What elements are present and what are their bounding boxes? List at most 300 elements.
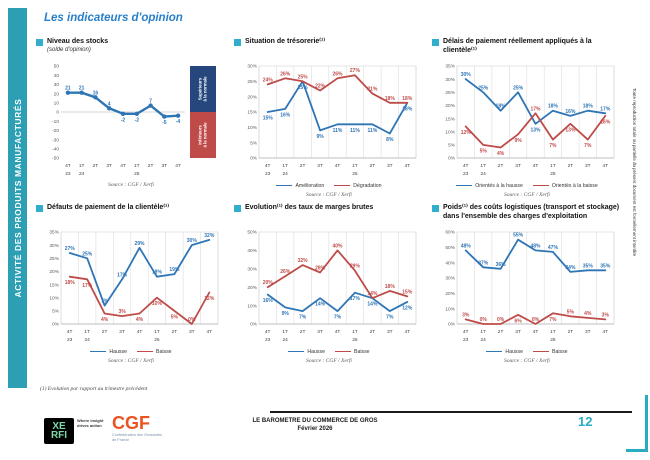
svg-text:-20: -20 (52, 129, 59, 135)
svg-text:4T: 4T (136, 330, 143, 335)
svg-text:4T: 4T (206, 330, 213, 335)
svg-text:25%: 25% (49, 257, 59, 262)
data-label: 48% (460, 243, 471, 250)
data-label: 7% (549, 143, 557, 150)
data-label: 13% (530, 127, 541, 134)
data-label: 25% (297, 74, 308, 81)
data-label: 18% (384, 95, 395, 102)
legend-label: Orientés à la baisse (551, 182, 598, 189)
data-label: 0% (496, 317, 505, 323)
data-label: -2 (134, 117, 140, 124)
svg-text:50%: 50% (247, 230, 257, 236)
data-label: 17% (117, 272, 128, 279)
corner-accent-horizontal (626, 449, 648, 452)
data-label: 5% (170, 314, 179, 321)
svg-text:23: 23 (65, 172, 71, 177)
svg-text:60%: 60% (445, 230, 455, 236)
svg-text:23: 23 (67, 338, 73, 343)
svg-text:35%: 35% (445, 64, 455, 70)
data-label: 35% (582, 263, 593, 270)
svg-text:4T: 4T (532, 330, 539, 335)
data-label: 18% (582, 103, 593, 110)
svg-text:2T: 2T (101, 330, 108, 335)
footnote: (1) Evolution par rapport au trimestre précédent (40, 386, 148, 392)
data-label: 12% (402, 305, 413, 312)
legend-line-icon (533, 185, 549, 187)
chart-canvas (432, 60, 617, 180)
chart-header (36, 38, 226, 60)
legend-line-icon (456, 185, 472, 187)
svg-text:4T: 4T (462, 330, 469, 335)
legend-label: Amélioration (295, 182, 325, 189)
series-line (268, 81, 408, 133)
chart-source: Source : CGF / Xerfi (504, 192, 550, 198)
chart-plot (234, 60, 424, 180)
footer-divider (270, 411, 632, 413)
legend-item (486, 349, 523, 355)
legend-label: Hausse (109, 348, 127, 355)
data-label: 10% (151, 301, 162, 308)
xerfi-logo-bottom: RFI (50, 430, 68, 441)
legend-label: Dégradation (353, 182, 382, 189)
data-label: 18% (151, 269, 162, 276)
svg-text:23: 23 (463, 172, 469, 177)
svg-text:15%: 15% (445, 117, 455, 123)
legend-label: Baisse (354, 348, 370, 355)
svg-text:3T: 3T (119, 330, 125, 335)
chart-canvas (432, 226, 617, 346)
chart-bullet-icon (432, 39, 439, 46)
data-label: 7% (333, 314, 342, 321)
data-label: 26% (332, 71, 343, 78)
chart-legend (234, 181, 424, 190)
data-label: 21 (78, 85, 85, 92)
data-label: 3% (601, 312, 609, 319)
data-label: -5 (162, 120, 167, 127)
data-label: 12% (460, 130, 471, 136)
chart-header (36, 204, 226, 226)
svg-text:3T: 3T (188, 330, 195, 335)
data-label: 4% (135, 317, 144, 323)
svg-text:30%: 30% (49, 243, 59, 249)
data-label: 21 (65, 85, 71, 92)
svg-text:3T: 3T (386, 164, 393, 169)
svg-text:1T: 1T (154, 330, 160, 335)
svg-text:3T: 3T (386, 330, 393, 335)
svg-text:4T: 4T (602, 330, 609, 335)
xerfi-logo-top: XE (52, 420, 66, 432)
svg-text:2T: 2T (299, 164, 306, 169)
svg-text:2T: 2T (171, 330, 178, 335)
svg-text:0: 0 (56, 110, 59, 116)
chart-plot (432, 60, 622, 180)
chart-legend (432, 347, 622, 356)
chart-bullet-icon (36, 205, 43, 212)
svg-text:-50: -50 (52, 156, 59, 162)
data-label: 30% (186, 238, 197, 245)
data-label: 11% (367, 127, 378, 134)
svg-text:4T: 4T (532, 164, 539, 169)
legend-label: Hausse (505, 348, 523, 355)
svg-text:25: 25 (134, 172, 140, 177)
data-label: 16% (565, 108, 576, 115)
data-label: 4% (496, 151, 505, 157)
svg-text:4T: 4T (334, 330, 341, 335)
data-label: 18% (64, 280, 75, 287)
chart-plot (36, 60, 226, 180)
data-label: 0% (531, 317, 540, 323)
chart-header (234, 38, 424, 60)
svg-text:2T: 2T (497, 330, 504, 335)
svg-text:1T: 1T (282, 330, 289, 335)
svg-text:3T: 3T (317, 164, 323, 169)
svg-text:3T: 3T (106, 164, 113, 169)
data-label: 16% (262, 298, 273, 305)
svg-text:20%: 20% (247, 285, 257, 291)
data-label: 25% (82, 251, 93, 258)
footer-title (230, 418, 400, 432)
svg-text:25%: 25% (445, 91, 455, 96)
svg-text:4T: 4T (66, 330, 73, 335)
svg-text:0%: 0% (52, 322, 59, 328)
svg-text:-10: -10 (52, 119, 59, 125)
svg-text:30%: 30% (445, 276, 455, 282)
legend-item (335, 349, 370, 355)
chart-bullet-icon (234, 39, 241, 46)
data-label: 3% (118, 309, 126, 316)
legend-line-icon (533, 351, 549, 353)
chart-header (234, 204, 424, 226)
data-label: 25% (478, 85, 489, 92)
svg-text:23: 23 (463, 338, 469, 343)
chart-title: Défauts de paiement de la clientèle⁽¹⁾ (47, 204, 170, 211)
svg-text:3T: 3T (161, 164, 168, 169)
data-label: 14% (315, 301, 326, 308)
legend-label: Baisse (156, 348, 172, 355)
svg-text:10%: 10% (247, 126, 257, 131)
annotation-box: Supérieurs à la normale (190, 66, 216, 112)
legend-label: Baisse (552, 348, 568, 355)
svg-text:15%: 15% (247, 110, 257, 116)
data-label: 27% (64, 246, 75, 252)
xerfi-logo-mark (44, 418, 74, 444)
page-title: Les indicateurs d'opinion (44, 12, 183, 24)
svg-text:4T: 4T (602, 164, 609, 169)
svg-text:25: 25 (550, 172, 556, 177)
svg-text:2T: 2T (567, 330, 574, 335)
data-label: 26% (280, 71, 291, 78)
legend-item (456, 183, 523, 189)
chart-bullet-icon (234, 205, 241, 212)
data-label: 0% (479, 317, 487, 323)
data-label: -2 (120, 117, 126, 124)
svg-text:1T: 1T (84, 330, 91, 335)
data-label: 18% (495, 103, 506, 110)
data-label: 35% (600, 263, 611, 270)
charts-grid (36, 38, 622, 364)
svg-text:35%: 35% (49, 230, 59, 236)
svg-text:5%: 5% (52, 309, 59, 315)
svg-text:25: 25 (550, 338, 556, 343)
data-label: 7 (149, 98, 152, 105)
cgf-logo-name: CGF (112, 413, 150, 433)
chart-bullet-icon (432, 205, 439, 212)
data-label: 7% (298, 314, 307, 321)
svg-text:4T: 4T (334, 164, 341, 169)
data-label: 29% (349, 263, 360, 270)
data-label: 17% (600, 106, 611, 113)
svg-text:20%: 20% (247, 95, 257, 101)
svg-text:10%: 10% (49, 296, 59, 302)
data-label: 18% (402, 95, 413, 102)
data-label: 15% (402, 289, 413, 296)
data-label: 47% (547, 244, 558, 251)
svg-text:3T: 3T (584, 330, 591, 335)
svg-text:10%: 10% (247, 304, 257, 310)
svg-text:2T: 2T (497, 164, 504, 169)
chart-legend (432, 181, 622, 190)
chart-canvas (234, 226, 419, 346)
data-label: 16% (280, 112, 291, 119)
chart-canvas (36, 60, 188, 180)
chart-niveau-des-stocks (36, 38, 226, 198)
svg-text:25: 25 (154, 338, 160, 343)
svg-text:0%: 0% (448, 156, 455, 162)
chart-title: Délais de paiement réellement appliqués à la clientèle⁽¹⁾ (443, 38, 592, 54)
legend-item (334, 183, 381, 189)
svg-text:10%: 10% (445, 307, 455, 313)
svg-text:1T: 1T (282, 164, 289, 169)
chart-bullet-icon (36, 39, 43, 46)
svg-text:50%: 50% (445, 246, 455, 251)
data-label: 5% (479, 148, 487, 155)
data-label: 4% (100, 317, 109, 323)
cgf-logo-subtitle: Confédération des Grossistes de France (112, 433, 163, 442)
data-label: 9% (514, 137, 522, 144)
data-label: 7% (386, 314, 394, 321)
chart-plot (432, 226, 622, 346)
chart-plot (234, 226, 424, 346)
legend-line-icon (276, 185, 292, 187)
svg-text:10%: 10% (445, 130, 455, 136)
data-label: 32% (204, 232, 215, 239)
svg-text:24: 24 (480, 338, 486, 343)
legend-item (288, 349, 325, 355)
legend-label: Orientés à la hausse (475, 182, 523, 189)
svg-text:3T: 3T (515, 164, 521, 169)
data-label: 36% (495, 261, 506, 268)
svg-text:2T: 2T (369, 164, 376, 169)
svg-text:1T: 1T (133, 164, 140, 169)
chart-source: Source : CGF / Xerfi (108, 358, 154, 364)
data-label: 17% (349, 296, 360, 303)
legend-line-icon (486, 351, 502, 353)
svg-text:25: 25 (352, 338, 358, 343)
chart-source: Source : CGF / Xerfi (108, 182, 154, 188)
svg-text:4T: 4T (404, 164, 411, 169)
data-label: 24% (262, 77, 273, 84)
data-label: 27% (349, 68, 360, 75)
svg-text:4T: 4T (264, 164, 271, 169)
svg-text:50: 50 (53, 64, 59, 70)
svg-text:24: 24 (282, 338, 288, 343)
chart-couts-logistiques (432, 204, 622, 364)
svg-text:30%: 30% (247, 64, 257, 70)
svg-text:24: 24 (84, 338, 90, 343)
svg-text:2T: 2T (147, 164, 154, 169)
chart-plot (36, 226, 226, 346)
svg-text:40%: 40% (247, 249, 257, 255)
legend-item (137, 349, 172, 355)
chart-source: Source : CGF / Xerfi (504, 358, 550, 364)
data-label: 34% (565, 264, 576, 271)
svg-text:1T: 1T (550, 164, 556, 169)
svg-text:24: 24 (282, 172, 288, 177)
legend-line-icon (334, 185, 350, 187)
xerfi-tagline: Where insight drives action (77, 418, 104, 429)
chart-canvas (36, 226, 221, 346)
legend-label: Hausse (307, 348, 325, 355)
svg-text:3T: 3T (317, 330, 323, 335)
svg-text:1T: 1T (480, 164, 487, 169)
svg-text:0%: 0% (448, 322, 455, 328)
data-label: -4 (175, 119, 181, 126)
data-label: 3% (462, 312, 470, 319)
data-label: 0% (188, 317, 196, 323)
data-label: 16% (600, 119, 611, 126)
data-label: 18% (402, 106, 413, 113)
svg-text:4T: 4T (264, 330, 271, 335)
corner-accent-vertical (645, 395, 648, 452)
data-label: 7% (100, 298, 109, 305)
svg-text:1T: 1T (480, 330, 487, 335)
data-label: 14% (367, 301, 378, 308)
svg-text:10: 10 (53, 101, 59, 107)
svg-text:40%: 40% (445, 261, 455, 267)
data-label: 7% (584, 143, 592, 150)
data-label: 26% (280, 269, 291, 276)
svg-text:24: 24 (480, 172, 486, 177)
normale-annotation-boxes (190, 66, 216, 158)
legend-item (533, 183, 598, 189)
data-label: 5% (566, 309, 575, 316)
data-label: 9% (316, 133, 324, 140)
chart-subtitle: (solde d'opinion) (47, 46, 91, 53)
footer-title-line2: Février 2026 (297, 426, 333, 432)
data-label: 22% (315, 83, 326, 90)
svg-text:20%: 20% (445, 292, 455, 297)
data-label: 16 (92, 90, 99, 97)
chart-header (432, 204, 622, 226)
legend-line-icon (335, 351, 351, 353)
svg-text:23: 23 (265, 338, 271, 343)
svg-text:20%: 20% (49, 270, 59, 276)
data-label: 55% (513, 232, 524, 239)
svg-text:23: 23 (265, 172, 271, 177)
data-label: 11% (350, 127, 360, 134)
svg-text:2T: 2T (369, 330, 376, 335)
svg-text:4T: 4T (65, 164, 71, 169)
chart-title: Poids⁽¹⁾ des coûts logistiques (transport et stockage) dans l'ensemble des charges d'exploitation (443, 204, 620, 220)
chart-taux-marges-brutes (234, 204, 424, 364)
data-label: 13% (565, 127, 576, 134)
svg-text:1T: 1T (78, 164, 85, 169)
data-label: 9% (281, 310, 289, 317)
data-label: 8% (386, 137, 394, 143)
data-label: 6% (514, 318, 522, 325)
svg-text:15%: 15% (49, 283, 59, 289)
data-label: 48% (530, 243, 541, 250)
vertical-section-band (8, 8, 27, 388)
data-label: 32% (297, 258, 308, 265)
chart-legend (234, 347, 424, 356)
data-label: 37% (478, 260, 489, 267)
svg-text:2T: 2T (299, 330, 306, 335)
data-label: 11% (332, 127, 343, 134)
data-label: 4% (584, 310, 592, 317)
svg-text:1T: 1T (352, 330, 358, 335)
chart-delais-paiement (432, 38, 622, 198)
legend-item (533, 349, 568, 355)
svg-text:1T: 1T (550, 330, 556, 335)
data-label: 14% (367, 291, 378, 298)
svg-text:4T: 4T (175, 164, 181, 169)
data-label: 21% (367, 86, 378, 93)
svg-text:20: 20 (53, 92, 59, 98)
legend-item (90, 349, 127, 355)
data-label: 19% (169, 267, 180, 274)
data-label: 30% (460, 72, 471, 79)
chart-title: Situation de trésorerie⁽¹⁾ (245, 38, 326, 45)
data-label: 7% (549, 316, 557, 323)
svg-text:2T: 2T (92, 164, 99, 169)
svg-text:1T: 1T (352, 164, 358, 169)
legend-line-icon (137, 351, 153, 353)
data-label: 17% (530, 106, 541, 113)
svg-text:5%: 5% (448, 143, 455, 149)
svg-text:-30: -30 (52, 138, 59, 144)
svg-text:20%: 20% (445, 104, 455, 110)
svg-text:30%: 30% (247, 267, 257, 273)
chart-header (432, 38, 622, 60)
svg-text:4T: 4T (120, 164, 126, 169)
svg-text:25%: 25% (247, 80, 257, 85)
annotation-box: Inférieurs à la normale (190, 112, 216, 158)
data-label: 28% (315, 265, 326, 272)
chart-canvas (234, 60, 419, 180)
svg-text:0%: 0% (250, 322, 257, 328)
data-label: 17% (82, 282, 93, 289)
series-line (70, 240, 210, 306)
svg-text:4T: 4T (404, 330, 411, 335)
data-label: 18% (384, 283, 395, 290)
data-label: 25% (297, 84, 308, 91)
svg-text:3T: 3T (584, 164, 591, 169)
chart-title: Niveau des stocks (47, 38, 109, 45)
svg-text:24: 24 (79, 172, 85, 177)
data-label: 18% (547, 103, 558, 110)
svg-text:5%: 5% (250, 141, 257, 147)
data-label: 40% (332, 243, 343, 250)
series-line (268, 293, 408, 311)
page-number: 12 (578, 414, 593, 429)
copyright-side-note: Toute reproduction totale ou partielle du présent document est formellement interdite (632, 88, 637, 257)
svg-text:4T: 4T (462, 164, 469, 169)
chart-situation-tresorerie (234, 38, 424, 198)
chart-defauts-paiement (36, 204, 226, 364)
chart-source: Source : CGF / Xerfi (306, 358, 352, 364)
cgf-logo (112, 414, 164, 442)
